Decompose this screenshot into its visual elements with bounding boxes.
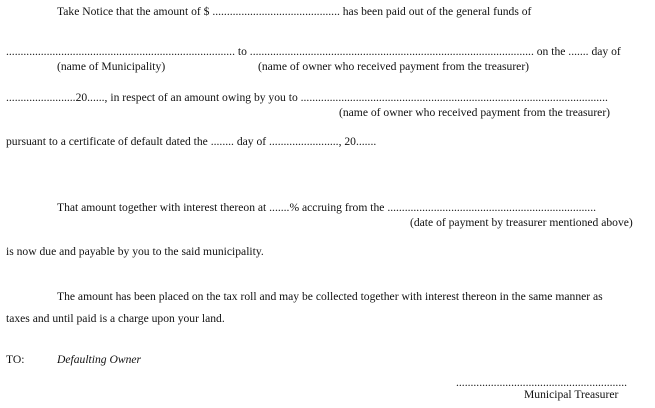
notice-line-interest: That amount together with interest thereon at .......% accruing from the ........................................................................	[57, 201, 597, 214]
caption-owner-name: (name of owner who received payment from the treasurer)	[258, 60, 530, 73]
notice-line-tax-roll: The amount has been placed on the tax roll and may be collected together with interest thereon in the same manner as	[57, 290, 603, 303]
addressee-name: Defaulting Owner	[57, 353, 142, 366]
to-label: TO:	[6, 353, 25, 366]
signature-title: Municipal Treasurer	[524, 388, 619, 401]
signature-line: ...........................................................	[456, 376, 628, 389]
notice-line-due-payable: is now due and payable by you to the said municipality.	[6, 245, 264, 258]
notice-line-amount-paid: Take Notice that the amount of $ ............................................ has been paid out of the general funds of	[57, 5, 532, 18]
notice-line-amount-owing: ........................20......, in respect of an amount owing by you to ..........................................................................................................	[6, 91, 608, 104]
notice-line-municipality-owner: ............................................................................... to .................................................................................................. on the ....... day of	[6, 45, 621, 58]
caption-municipality-name: (name of Municipality)	[57, 60, 166, 73]
notice-line-certificate-of-default: pursuant to a certificate of default dated the ........ day of ........................, 20.......	[6, 135, 377, 148]
notice-line-charge-on-land: taxes and until paid is a charge upon your land.	[6, 312, 225, 325]
caption-date-of-payment: (date of payment by treasurer mentioned above)	[410, 216, 633, 229]
caption-owner-name-2: (name of owner who received payment from the treasurer)	[339, 106, 611, 119]
